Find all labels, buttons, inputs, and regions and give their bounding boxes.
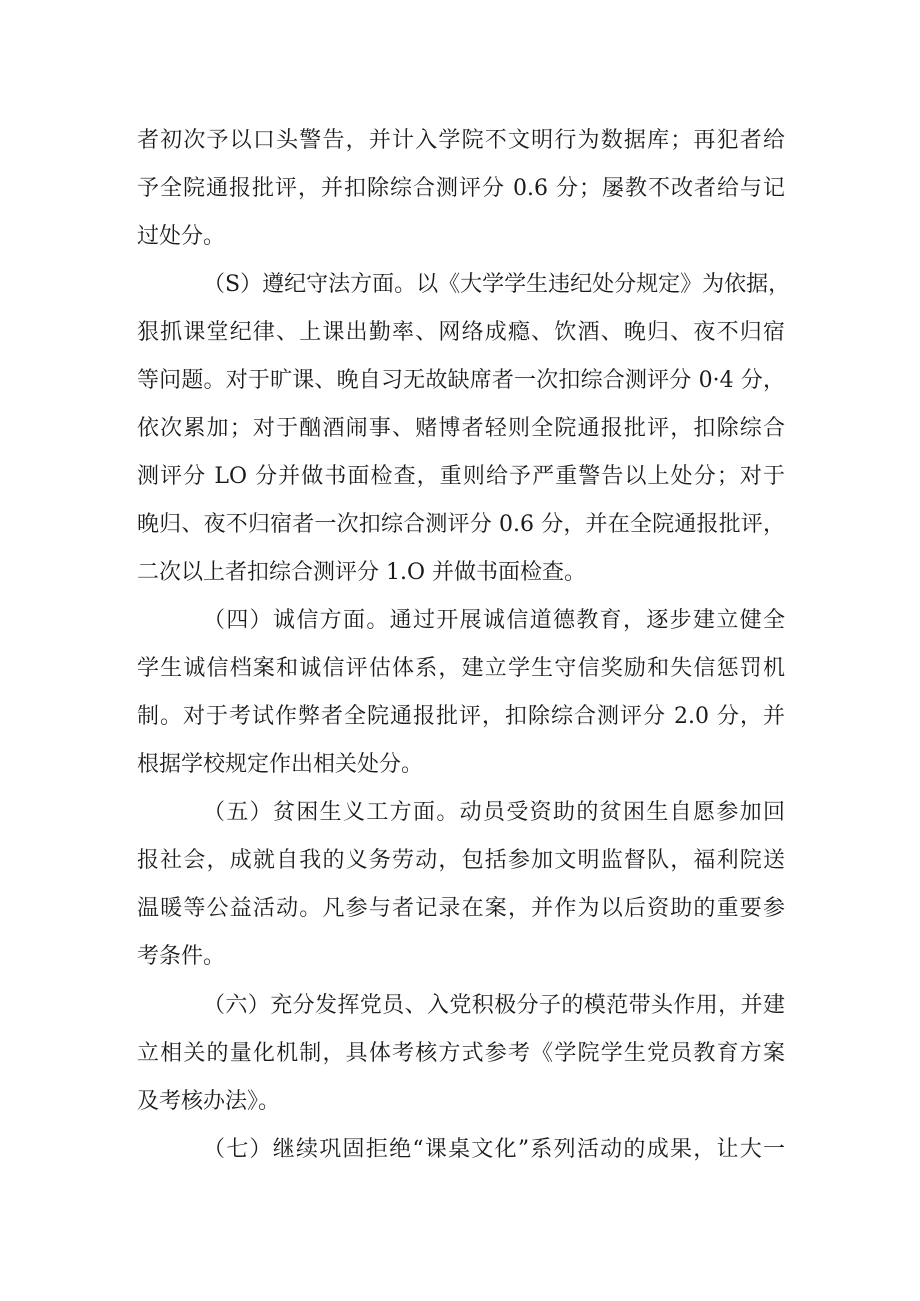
text-line: （四）诚信方面。通过开展诚信道德教育，逐步建立健全 xyxy=(203,608,785,633)
text-line: 测评分 LO 分并做书面检查，重则给予严重警告以上处分；对于 xyxy=(137,464,785,489)
text-line: 及考核办法》。 xyxy=(137,1089,281,1114)
text-line: 者初次予以口头警告，并计入学院不文明行为数据库；再犯者给 xyxy=(137,128,785,153)
text-line: 根据学校规定作出相关处分。 xyxy=(137,752,424,777)
text-line: 温暖等公益活动。凡参与者记录在案，并作为以后资助的重要参 xyxy=(137,896,785,921)
text-line: 制。对于考试作弊者全院通报批评，扣除综合测评分 2.0 分，并 xyxy=(137,704,785,729)
text-line: 依次累加；对于酗酒闹事、赌博者轻则全院通报批评，扣除综合 xyxy=(137,416,785,441)
text-line: 二次以上者扣综合测评分 1.O 并做书面检查。 xyxy=(137,560,587,585)
text-line: 等问题。对于旷课、晚自习无故缺席者一次扣综合测评分 0·4 分， xyxy=(137,368,785,393)
text-line: 过处分。 xyxy=(137,224,226,249)
text-line: （七）继续巩固拒绝“课桌文化”系列活动的成果，让大一 xyxy=(203,1137,785,1162)
text-line: （五）贫困生义工方面。动员受资助的贫困生自愿参加回 xyxy=(203,800,785,825)
text-line: （S）遵纪守法方面。以《大学学生违纪处分规定》为依据， xyxy=(203,272,791,297)
text-line: 狠抓课堂纪律、上课出勤率、网络成瘾、饮酒、晚归、夜不归宿 xyxy=(137,320,785,345)
text-line: 予全院通报批评，并扣除综合测评分 0.6 分；屡教不改者给与记 xyxy=(137,176,785,201)
text-line: 报社会，成就自我的义务劳动，包括参加文明监督队，福利院送 xyxy=(137,848,785,873)
text-line: （六）充分发挥党员、入党积极分子的模范带头作用，并建 xyxy=(203,993,785,1018)
text-line: 学生诚信档案和诚信评估体系，建立学生守信奖励和失信惩罚机 xyxy=(137,656,785,681)
text-line: 考条件。 xyxy=(137,944,226,969)
text-line: 晚归、夜不归宿者一次扣综合测评分 0.6 分，并在全院通报批评， xyxy=(137,512,785,537)
text-line: 立相关的量化机制，具体考核方式参考《学院学生党员教育方案 xyxy=(137,1041,785,1066)
